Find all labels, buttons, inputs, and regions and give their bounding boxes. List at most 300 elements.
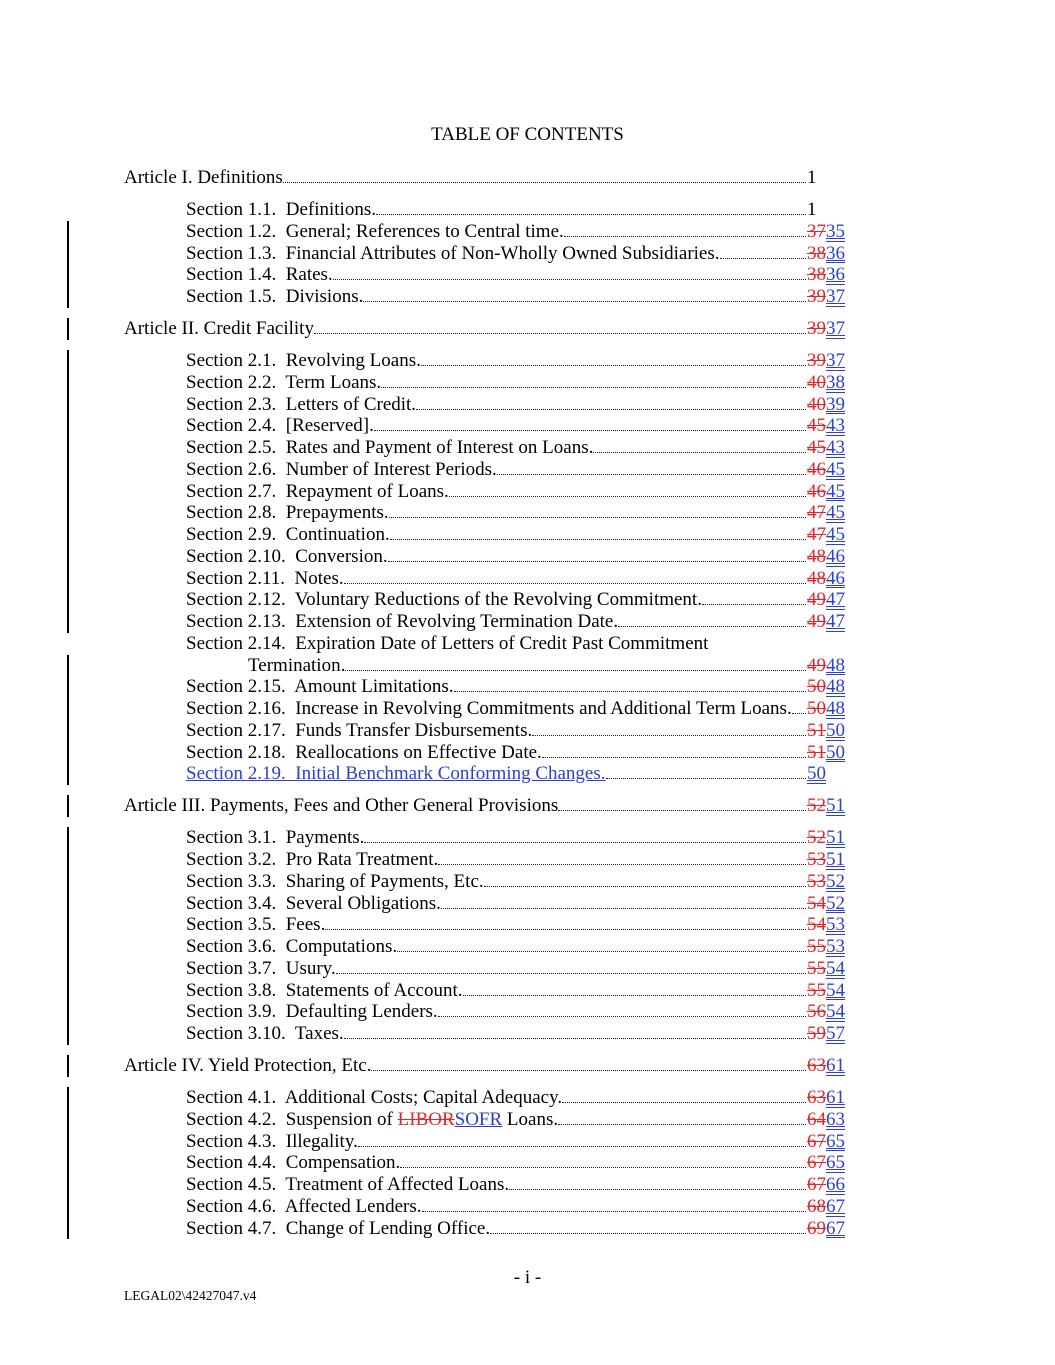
change-bar xyxy=(67,415,69,437)
inserted-page-number: 50 xyxy=(826,741,845,763)
inserted-text: Section 2.19. Initial Benchmark Conforming Changes. xyxy=(186,763,606,785)
page-reference xyxy=(807,1087,852,1109)
toc-section-entry xyxy=(0,1109,852,1131)
entry-title xyxy=(186,502,389,524)
table-of-contents xyxy=(0,167,852,1239)
page-reference xyxy=(807,871,852,893)
entry-title xyxy=(186,1218,490,1240)
change-bar xyxy=(67,221,69,243)
page-reference xyxy=(807,372,852,394)
entry-title xyxy=(186,243,720,265)
deleted-page-number: 54 xyxy=(807,892,826,914)
change-bar xyxy=(67,655,69,677)
leader-dots xyxy=(381,387,806,388)
entry-title xyxy=(186,827,364,849)
page-reference xyxy=(807,676,852,698)
entry-title-text: Section 2.13. Extension of Revolving Termination Date. xyxy=(186,611,619,632)
inserted-page-number: 43 xyxy=(826,415,845,437)
deleted-page-number: 53 xyxy=(807,870,826,892)
entry-title-text: Section 4.2. Suspension of xyxy=(186,1108,398,1130)
change-bar xyxy=(67,568,69,590)
change-bar xyxy=(67,589,69,611)
entry-title-text: Section 3.7. Usury. xyxy=(186,957,336,979)
entry-title-text: Section 2.17. Funds Transfer Disbursements. xyxy=(186,719,533,741)
toc-section-entry-continued xyxy=(0,655,852,677)
entry-title-text: Section 2.4. [Reserved]. xyxy=(186,415,374,437)
entry-title-text: Section 4.6. Affected Lenders. xyxy=(186,1195,422,1217)
deleted-page-number: 38 xyxy=(807,242,826,264)
document-id: LEGAL02\42427047.v4 xyxy=(124,1288,257,1303)
entry-title xyxy=(186,394,416,416)
inserted-page-number: 51 xyxy=(826,827,845,849)
leader-dots xyxy=(364,842,806,843)
entry-title xyxy=(186,633,708,655)
leader-dots xyxy=(344,1038,806,1039)
entry-title xyxy=(186,980,463,1002)
deleted-page-number: 52 xyxy=(807,795,826,817)
entry-title-text: Section 3.2. Pro Rata Treatment. xyxy=(186,849,439,870)
leader-dots xyxy=(441,908,806,909)
entry-title-text: Section 3.6. Computations. xyxy=(186,936,398,957)
entry-title-text: Section 1.3. Financial Attributes of Non-Wholly Owned Subsidiaries. xyxy=(186,242,720,264)
change-bar xyxy=(67,1055,69,1077)
page-reference xyxy=(807,1196,852,1218)
page-reference xyxy=(807,849,852,871)
page-reference xyxy=(807,655,852,677)
page-reference xyxy=(807,546,852,568)
deleted-page-number: 55 xyxy=(807,936,826,957)
entry-title xyxy=(186,698,792,720)
toc-section-entry xyxy=(0,546,852,568)
entry-title-text: Section 1.2. General; References to Central time. xyxy=(186,220,564,242)
change-bar xyxy=(67,1087,69,1109)
leader-dots xyxy=(562,1102,806,1103)
toc-section-entry xyxy=(0,1174,852,1196)
page-reference xyxy=(807,1218,852,1240)
entry-title xyxy=(186,568,344,590)
entry-title xyxy=(186,742,542,764)
page-reference xyxy=(807,763,852,785)
entry-title xyxy=(186,849,438,871)
page-reference xyxy=(807,1131,852,1153)
toc-section-entry xyxy=(0,611,852,633)
entry-title-text: Section 4.3. Illegality. xyxy=(186,1130,358,1152)
inserted-page-number: 67 xyxy=(826,1195,845,1217)
change-bar xyxy=(67,849,69,871)
entry-title-text: Section 1.4. Rates. xyxy=(186,264,333,286)
deleted-page-number: 49 xyxy=(807,654,826,676)
entry-title-text: Section 2.8. Prepayments. xyxy=(186,502,389,524)
toc-section-entry xyxy=(0,199,852,221)
toc-section-entry xyxy=(0,633,852,655)
leader-dots xyxy=(390,539,806,540)
page-reference xyxy=(807,589,852,611)
page-reference xyxy=(807,720,852,742)
leader-dots xyxy=(376,214,806,215)
inserted-page-number: 65 xyxy=(826,1152,845,1174)
toc-article-entry xyxy=(0,1055,852,1077)
entry-title-text: Section 4.4. Compensation. xyxy=(186,1152,401,1174)
inserted-page-number: 39 xyxy=(826,393,845,415)
toc-section-entry xyxy=(0,980,852,1002)
inserted-page-number: 57 xyxy=(826,1023,845,1044)
toc-section-entry xyxy=(0,1196,852,1218)
change-bar xyxy=(67,1131,69,1153)
entry-title-text: Section 2.3. Letters of Credit. xyxy=(186,393,417,415)
deleted-page-number: 64 xyxy=(807,1108,826,1130)
entry-title xyxy=(186,1174,509,1196)
entry-title xyxy=(186,611,618,633)
toc-article-entry xyxy=(0,167,852,189)
deleted-page-number: 69 xyxy=(807,1217,826,1239)
entry-title-text: Section 3.8. Statements of Account. xyxy=(186,979,463,1001)
deleted-page-number: 51 xyxy=(807,719,826,741)
leader-dots xyxy=(438,864,806,865)
inserted-page-number: 37 xyxy=(826,286,845,307)
deleted-page-number: 39 xyxy=(807,318,826,339)
entry-title-text: Section 2.2. Term Loans. xyxy=(186,371,382,393)
page-reference xyxy=(807,481,852,503)
deleted-page-number: 47 xyxy=(807,502,826,524)
page-reference xyxy=(807,243,852,265)
entry-title-text: Loans. xyxy=(502,1108,559,1130)
page-reference xyxy=(807,893,852,915)
entry-title xyxy=(186,1001,438,1023)
page-reference xyxy=(807,459,852,481)
change-bar xyxy=(67,243,69,265)
leader-dots xyxy=(388,561,806,562)
entry-title-text: Section 1.1. Definitions. xyxy=(186,199,376,220)
toc-section-entry xyxy=(0,1152,852,1174)
deleted-page-number: 51 xyxy=(807,741,826,763)
page-reference xyxy=(807,914,852,936)
inserted-page-number: 45 xyxy=(826,458,845,480)
inserted-page-number: 47 xyxy=(826,589,845,611)
entry-title-text: Section 3.4. Several Obligations. xyxy=(186,892,441,914)
entry-title xyxy=(186,936,397,958)
deleted-page-number: 50 xyxy=(807,698,826,719)
toc-section-entry xyxy=(0,415,852,437)
entry-title-text: Section 3.3. Sharing of Payments, Etc. xyxy=(186,870,484,892)
toc-section-entry xyxy=(0,350,852,372)
leader-dots xyxy=(564,236,806,237)
page-reference xyxy=(807,980,852,1002)
entry-title-text: Section 3.9. Defaulting Lenders. xyxy=(186,1001,438,1023)
toc-section-entry xyxy=(0,1218,852,1240)
leader-dots xyxy=(344,583,806,584)
leader-dots xyxy=(542,757,806,758)
deleted-page-number: 53 xyxy=(807,849,826,870)
page-reference xyxy=(807,827,852,849)
deleted-page-number: 37 xyxy=(807,220,826,242)
entry-title-text: Section 4.5. Treatment of Affected Loans. xyxy=(186,1174,510,1195)
change-bar xyxy=(67,720,69,742)
toc-section-entry xyxy=(0,1023,852,1045)
deleted-page-number: 67 xyxy=(807,1152,826,1174)
change-bar xyxy=(67,611,69,633)
change-bar xyxy=(67,350,69,372)
inserted-page-number: 45 xyxy=(826,524,845,545)
toc-section-entry xyxy=(0,481,852,503)
entry-title xyxy=(186,221,564,243)
entry-title xyxy=(186,1131,358,1153)
entry-title-text: Section 2.11. Notes. xyxy=(186,567,344,589)
entry-title-text: Section 2.6. Number of Interest Periods. xyxy=(186,458,497,480)
entry-title xyxy=(186,1109,558,1131)
leader-dots xyxy=(363,301,806,302)
inserted-page-number: 53 xyxy=(826,936,845,957)
inserted-page-number: 48 xyxy=(826,698,845,719)
inserted-page-number: 53 xyxy=(826,914,845,936)
inserted-page-number: 61 xyxy=(826,1055,845,1076)
deleted-page-number: 59 xyxy=(807,1023,826,1044)
inserted-page-number: 67 xyxy=(826,1217,845,1239)
inserted-page-number: 45 xyxy=(826,480,845,502)
leader-dots xyxy=(389,517,806,518)
entry-title-text: Section 2.7. Repayment of Loans. xyxy=(186,480,449,502)
change-bar xyxy=(67,698,69,720)
leader-dots xyxy=(490,1233,806,1234)
inserted-page-number: 47 xyxy=(826,611,845,632)
page-reference xyxy=(807,1152,852,1174)
toc-section-entry xyxy=(0,1087,852,1109)
page-reference xyxy=(807,568,852,590)
toc-title: TABLE OF CONTENTS xyxy=(431,124,624,145)
leader-dots xyxy=(606,778,806,779)
page-reference xyxy=(807,1055,852,1077)
entry-title-text: Section 4.7. Change of Lending Office. xyxy=(186,1217,491,1239)
change-bar xyxy=(67,459,69,481)
toc-section-entry xyxy=(0,1131,852,1153)
change-bar xyxy=(67,1152,69,1174)
change-bar xyxy=(67,286,69,308)
entry-title-text: Section 2.15. Amount Limitations. xyxy=(186,676,454,698)
inserted-page-number: 51 xyxy=(826,795,845,817)
deleted-page-number: 46 xyxy=(807,480,826,502)
inserted-page-number: 38 xyxy=(826,371,845,393)
toc-section-entry xyxy=(0,676,852,698)
change-bar xyxy=(67,502,69,524)
inserted-page-number: 50 xyxy=(826,719,845,741)
deleted-page-number: 40 xyxy=(807,371,826,393)
deleted-page-number: 67 xyxy=(807,1130,826,1152)
deleted-page-number: 68 xyxy=(807,1195,826,1217)
inserted-page-number: 52 xyxy=(826,892,845,914)
toc-article-entry xyxy=(0,795,852,817)
leader-dots xyxy=(371,1070,806,1071)
entry-title xyxy=(186,871,484,893)
change-bar xyxy=(67,546,69,568)
deleted-page-number: 63 xyxy=(807,1055,826,1076)
entry-title-text: Section 2.10. Conversion. xyxy=(186,545,388,567)
inserted-page-number: 43 xyxy=(826,437,845,458)
inserted-page-number: 48 xyxy=(826,654,845,676)
leader-dots xyxy=(325,929,806,930)
toc-section-entry xyxy=(0,243,852,265)
deleted-page-number: 38 xyxy=(807,264,826,286)
leader-dots xyxy=(333,279,806,280)
inserted-page-number: 66 xyxy=(826,1174,845,1195)
entry-title xyxy=(186,676,454,698)
toc-section-entry xyxy=(0,221,852,243)
change-bar xyxy=(67,936,69,958)
deleted-text: LIBOR xyxy=(397,1108,455,1130)
change-bar xyxy=(67,1196,69,1218)
inserted-page-number: 36 xyxy=(826,242,845,264)
entry-title xyxy=(186,1152,400,1174)
change-bar xyxy=(67,1001,69,1023)
entry-title-text: Section 3.1. Payments. xyxy=(186,827,365,849)
change-bar xyxy=(67,394,69,416)
leader-dots xyxy=(422,1211,807,1212)
change-bar xyxy=(67,871,69,893)
leader-dots xyxy=(438,1016,806,1017)
entry-title-text: Section 1.5. Divisions. xyxy=(186,286,364,307)
entry-title xyxy=(186,720,532,742)
toc-section-entry xyxy=(0,871,852,893)
page-reference xyxy=(807,350,852,372)
page-reference xyxy=(807,318,852,340)
entry-title-text: Section 4.1. Additional Costs; Capital Adequacy. xyxy=(186,1087,563,1108)
page-reference xyxy=(807,437,852,459)
page-reference xyxy=(807,286,852,308)
entry-title xyxy=(186,1087,562,1109)
entry-title xyxy=(186,459,497,481)
inserted-page-number: 52 xyxy=(826,870,845,892)
inserted-page-number: 54 xyxy=(826,979,845,1001)
entry-title-text: Section 2.9. Continuation. xyxy=(186,524,390,545)
page-reference xyxy=(807,936,852,958)
page-reference xyxy=(807,742,852,764)
entry-title-text: Section 2.12. Voluntary Reductions of the Revolving Commitment. xyxy=(186,589,702,611)
inserted-page-number: 35 xyxy=(826,220,845,242)
entry-title xyxy=(186,264,333,286)
leader-dots xyxy=(374,430,806,431)
article-heading: Article III. Payments, Fees and Other General Provisions xyxy=(124,795,559,817)
leader-dots xyxy=(558,810,806,811)
leader-dots xyxy=(509,1189,806,1190)
change-bar xyxy=(67,914,69,936)
article-heading: Article I. Definitions xyxy=(124,167,283,188)
entry-title xyxy=(186,199,376,221)
inserted-text: SOFR xyxy=(454,1108,503,1130)
entry-title xyxy=(186,589,702,611)
leader-dots xyxy=(416,409,806,410)
leader-dots xyxy=(720,258,806,259)
entry-title-text: Section 2.14. Expiration Date of Letters of Credit Past Commitment xyxy=(186,632,709,654)
change-bar xyxy=(67,1218,69,1240)
deleted-page-number: 45 xyxy=(807,437,826,458)
inserted-page-number: 51 xyxy=(826,849,845,870)
deleted-page-number: 45 xyxy=(807,415,826,437)
entry-title xyxy=(186,481,449,503)
entry-title xyxy=(186,372,381,394)
toc-section-entry xyxy=(0,372,852,394)
change-bar xyxy=(67,980,69,1002)
leader-dots xyxy=(400,1167,806,1168)
entry-title xyxy=(186,958,336,980)
entry-title-text: Section 2.18. Reallocations on Effective Date. xyxy=(186,741,542,763)
leader-dots xyxy=(702,604,806,605)
page-reference xyxy=(807,394,852,416)
leader-dots xyxy=(397,951,806,952)
leader-dots xyxy=(484,886,806,887)
toc-section-entry xyxy=(0,742,852,764)
entry-title-text: Termination. xyxy=(248,654,346,676)
inserted-page-number: 61 xyxy=(826,1087,845,1108)
leader-dots xyxy=(532,735,806,736)
toc-section-entry xyxy=(0,589,852,611)
change-bar xyxy=(67,1023,69,1045)
toc-section-entry xyxy=(0,264,852,286)
toc-section-entry xyxy=(0,437,852,459)
toc-section-entry xyxy=(0,502,852,524)
toc-section-entry xyxy=(0,286,852,308)
entry-title-text: Section 2.5. Rates and Payment of Interest on Loans. xyxy=(186,437,594,458)
inserted-page-number: 54 xyxy=(826,957,845,979)
change-bar xyxy=(67,264,69,286)
inserted-page-number: 46 xyxy=(826,545,845,567)
page-reference xyxy=(807,415,852,437)
change-bar xyxy=(67,318,69,340)
entry-title xyxy=(186,1196,422,1218)
entry-title xyxy=(186,914,325,936)
entry-title-text: Section 3.10. Taxes. xyxy=(186,1023,344,1044)
inserted-page-number: 36 xyxy=(826,264,845,286)
page-reference xyxy=(807,698,852,720)
page-reference xyxy=(807,1023,852,1045)
toc-section-entry xyxy=(0,936,852,958)
page-reference xyxy=(807,611,852,633)
deleted-page-number: 67 xyxy=(807,1174,826,1195)
leader-dots xyxy=(463,995,806,996)
leader-dots xyxy=(358,1146,806,1147)
leader-dots xyxy=(283,182,806,183)
change-bar xyxy=(67,763,69,785)
page-reference xyxy=(807,502,852,524)
change-bar xyxy=(67,481,69,503)
page-number: 1 xyxy=(807,167,817,188)
entry-title xyxy=(186,437,593,459)
deleted-page-number: 39 xyxy=(807,286,826,307)
entry-title xyxy=(186,893,441,915)
page-reference xyxy=(807,221,852,243)
entry-title xyxy=(186,546,388,568)
toc-section-entry xyxy=(0,914,852,936)
deleted-page-number: 39 xyxy=(807,350,826,371)
article-heading: Article II. Credit Facility xyxy=(124,318,314,339)
page-reference xyxy=(807,1174,852,1196)
deleted-page-number: 55 xyxy=(807,979,826,1001)
toc-section-entry xyxy=(0,893,852,915)
inserted-page-number: 45 xyxy=(826,502,845,524)
deleted-page-number: 48 xyxy=(807,545,826,567)
page-reference xyxy=(807,524,852,546)
page-reference xyxy=(807,199,852,221)
page-reference xyxy=(807,264,852,286)
toc-section-entry xyxy=(0,1001,852,1023)
footer-page-number: - i - xyxy=(513,1267,542,1288)
change-bar xyxy=(67,437,69,459)
change-bar xyxy=(67,1109,69,1131)
page-reference xyxy=(807,167,852,189)
entry-title xyxy=(186,524,390,546)
leader-dots xyxy=(336,973,806,974)
entry-title xyxy=(186,763,606,785)
page-reference xyxy=(807,958,852,980)
toc-section-entry xyxy=(0,524,852,546)
toc-section-entry xyxy=(0,763,852,785)
